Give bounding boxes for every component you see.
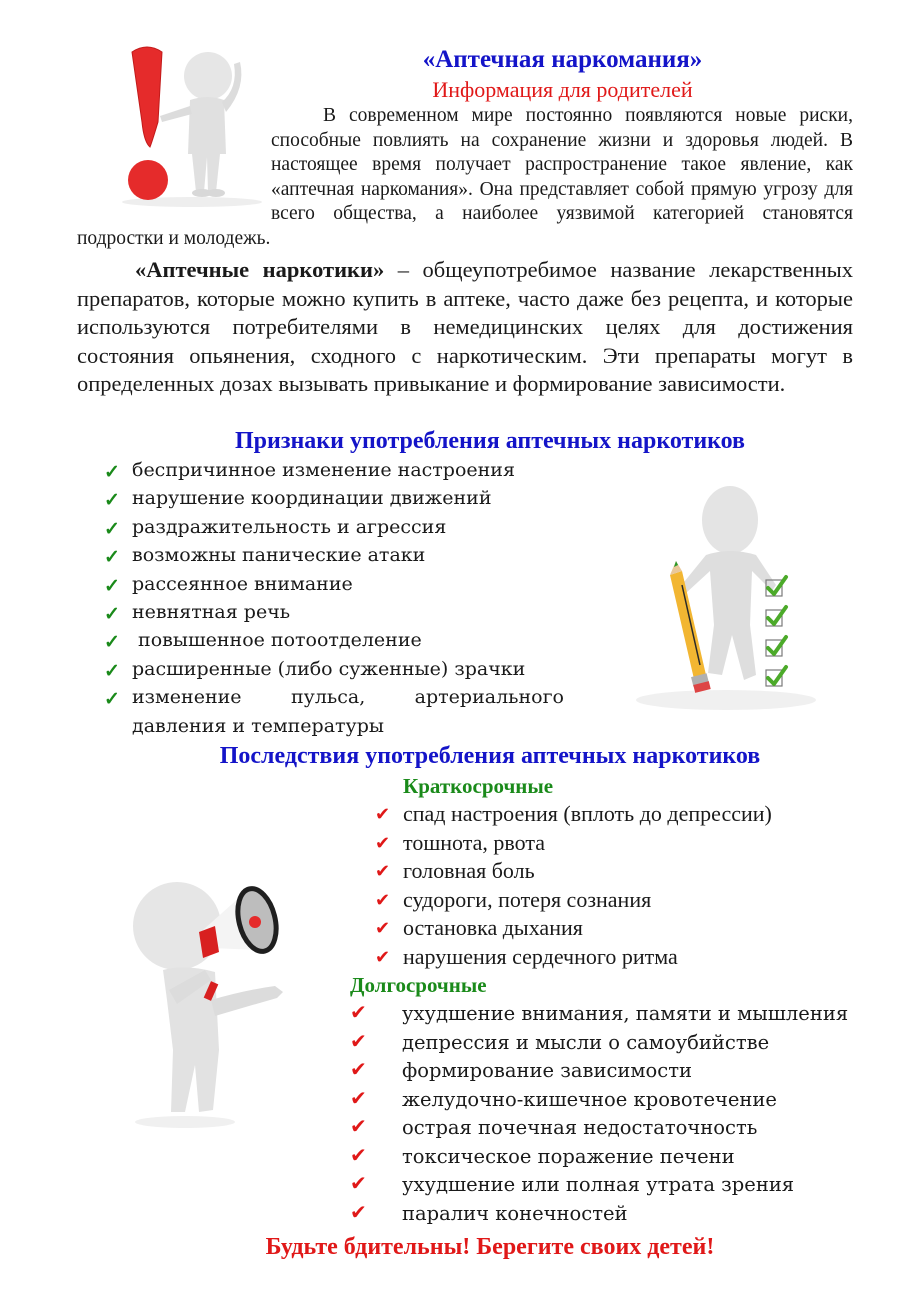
long-term-list bbox=[350, 1000, 848, 1228]
definition-text: – общеупотребимое название лекарственных препаратов, которые можно купить в аптеке, часто даже без рецепта, и которые используются потребителями в немедицинских целях для достижения состояния опьянения, сходного с наркотическим. Эти препараты могут в определенных дозах вызывать привыкание и формирование зависимости. bbox=[77, 257, 853, 396]
check-icon: ✔ bbox=[375, 804, 391, 824]
consequences-heading: Последствия употребления аптечных наркотиков bbox=[219, 743, 761, 769]
list-item: ✓ нарушение координации движений bbox=[104, 484, 564, 512]
page-subtitle: Информация для родителей bbox=[432, 77, 693, 102]
check-icon: ✔ bbox=[350, 1028, 367, 1053]
check-icon: ✓ bbox=[104, 688, 120, 711]
list-item: ✔ остановка дыхания bbox=[375, 914, 772, 943]
list-item: ✔ ухудшение или полная утрата зрения bbox=[350, 1171, 795, 1196]
check-icon: ✔ bbox=[350, 1199, 367, 1224]
signs-list bbox=[104, 456, 564, 740]
list-item: ✓ раздражительность и агрессия bbox=[104, 513, 564, 541]
definition-paragraph bbox=[77, 256, 853, 399]
intro-paragraph bbox=[77, 104, 853, 252]
check-icon: ✔ bbox=[375, 889, 391, 910]
list-item: ✔ паралич конечностей bbox=[350, 1199, 628, 1225]
check-icon: ✓ bbox=[104, 461, 120, 483]
list-item: ✔ формирование зависимости bbox=[350, 1057, 692, 1082]
check-icon: ✔ bbox=[375, 918, 391, 938]
check-icon: ✓ bbox=[104, 546, 120, 569]
list-item: ✓ беспричинное изменение настроения bbox=[104, 456, 564, 484]
list-item: ✓ повышенное потоотделение bbox=[104, 626, 564, 654]
check-icon: ✔ bbox=[350, 1142, 367, 1167]
check-icon: ✓ bbox=[104, 631, 120, 654]
list-item: ✔ судороги, потеря сознания bbox=[375, 886, 772, 915]
list-item: ✓ изменение пульса, артериального bbox=[104, 683, 564, 711]
check-icon: ✓ bbox=[104, 517, 120, 540]
check-icon: ✔ bbox=[350, 1000, 367, 1024]
check-icon: ✓ bbox=[104, 574, 120, 597]
footer-slogan: Будьте бдительны! Берегите своих детей! bbox=[265, 1234, 715, 1260]
list-item: ✔ желудочно-кишечное кровотечение bbox=[350, 1085, 777, 1111]
list-item: ✔ тошнота, рвота bbox=[375, 829, 772, 858]
list-item: ✔ депрессия и мысли о самоубийстве bbox=[350, 1028, 770, 1054]
list-item-continuation: давления и температуры bbox=[132, 714, 385, 737]
checklist-figure-illustration bbox=[626, 475, 846, 715]
list-item: ✓ расширенные (либо суженные) зрачки bbox=[104, 655, 564, 683]
list-item: ✔ головная боль bbox=[375, 857, 772, 886]
intro-text: В современном мире постоянно появляются новые риски, способные повлиять на сохранение жизни и здоровья людей. В настоящее время получает распространение такое явление, как «аптечная наркомания». Она представляет собой прямую угрозу для всего общества, а наиболее уязвимой категорией становятся подростки и молодежь. bbox=[77, 105, 853, 249]
list-item: ✓ рассеянное внимание bbox=[104, 570, 564, 598]
check-icon: ✔ bbox=[350, 1114, 367, 1138]
check-icon: ✔ bbox=[350, 1085, 367, 1110]
signs-heading: Признаки употребления аптечных наркотиков bbox=[234, 428, 746, 454]
list-item: ✔ острая почечная недостаточность bbox=[350, 1114, 758, 1139]
list-item: ✔ ухудшение внимания, памяти и мышления bbox=[350, 1000, 849, 1025]
check-icon: ✓ bbox=[104, 489, 120, 512]
check-icon: ✔ bbox=[375, 861, 391, 881]
list-item: ✓ возможны панические атаки bbox=[104, 541, 564, 569]
check-icon: ✓ bbox=[104, 659, 120, 682]
list-item: ✔ спад настроения (вплоть до депрессии) bbox=[375, 800, 772, 829]
list-item: ✔ токсическое поражение печени bbox=[350, 1142, 735, 1168]
check-icon: ✔ bbox=[350, 1171, 367, 1195]
list-item: ✓ невнятная речь bbox=[104, 598, 564, 626]
check-icon: ✔ bbox=[375, 832, 391, 853]
check-icon: ✔ bbox=[375, 946, 391, 967]
definition-term: «Аптечные наркотики» bbox=[135, 257, 385, 282]
page-title: «Аптечная наркомания» bbox=[422, 46, 703, 73]
long-term-heading: Долгосрочные bbox=[350, 973, 487, 997]
list-item: ✔ нарушения сердечного ритма bbox=[375, 943, 772, 972]
check-icon: ✔ bbox=[350, 1057, 367, 1081]
short-term-list bbox=[375, 800, 772, 971]
megaphone-figure-illustration bbox=[115, 860, 315, 1135]
short-term-heading: Краткосрочные bbox=[403, 774, 554, 798]
check-icon: ✓ bbox=[104, 603, 120, 626]
